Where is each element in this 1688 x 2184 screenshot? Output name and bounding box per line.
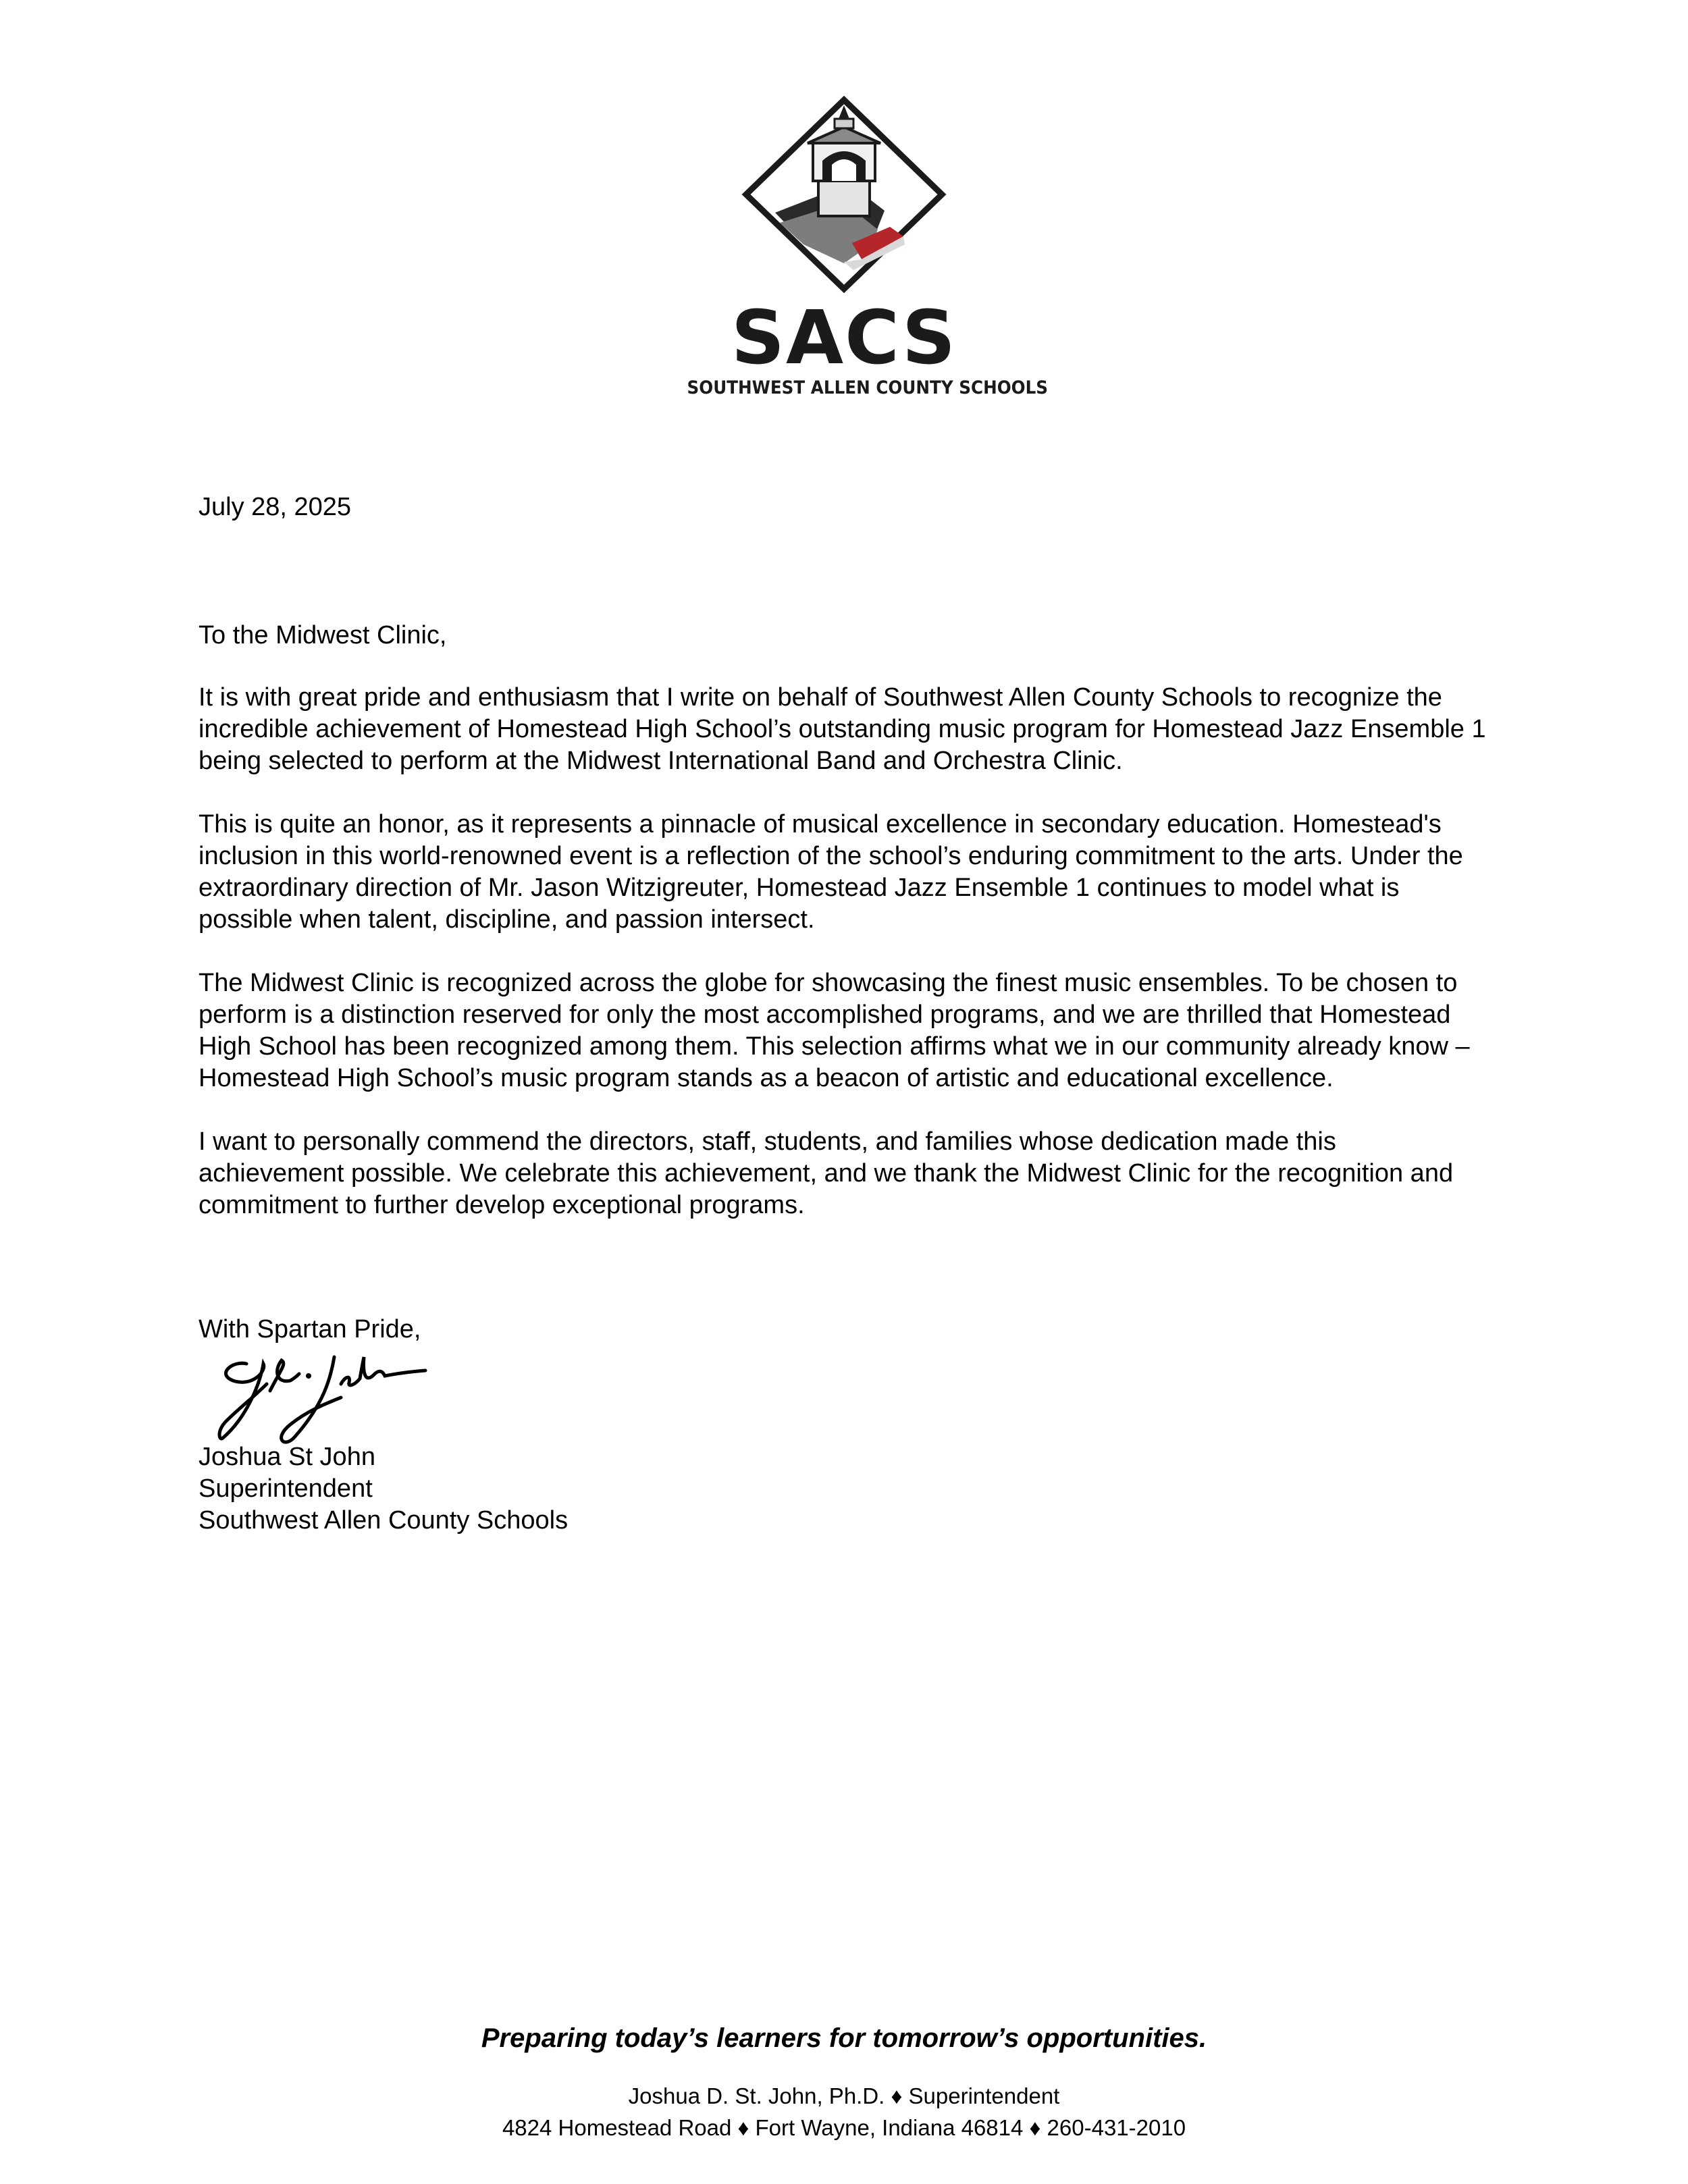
letter-body	[199, 682, 1488, 1253]
bell-tower-diamond-icon	[675, 95, 1013, 297]
handwritten-signature	[206, 1343, 429, 1445]
salutation: To the Midwest Clinic,	[199, 621, 447, 649]
footer-contact-name: Joshua D. St. John, Ph.D. ♦ Superintendent	[628, 2083, 1060, 2108]
signature-block	[199, 1441, 1488, 1537]
signer-organization: Southwest Allen County Schools	[199, 1506, 569, 1535]
closing: With Spartan Pride,	[199, 1315, 421, 1343]
footer-motto: Preparing today’s learners for tomorrow’s opportunities.	[481, 2023, 1207, 2053]
footer-address: 4824 Homestead Road ♦ Fort Wayne, Indiana 46814 ♦ 260-431-2010	[502, 2115, 1186, 2140]
sacs-logo	[675, 95, 1049, 405]
signer-title: Superintendent	[199, 1474, 373, 1503]
org-short-name: SACS	[731, 294, 957, 381]
body-paragraph: I want to personally commend the directors, staff, students, and families whose dedication made this achievement possible. We celebrate this achievement, and we thank the Midwest Clinic for the recognition and commitment to further develop exceptional programs.	[199, 1127, 1454, 1219]
body-paragraph: The Midwest Clinic is recognized across the globe for showcasing the finest music ensembles. To be chosen to perform is a distinction reserved for only the most accomplished programs, and we are thrilled that Homestead High School has been recognized among them. This selection affirms what we in our community already know – Homestead High School’s music program stands as a beacon of artistic and educational excellence.	[199, 969, 1470, 1092]
body-paragraph: This is quite an honor, as it represents a pinnacle of musical excellence in secondary education. Homestead's inclusion in this world-renowned event is a reflection of the school’s enduring commitment to the arts. Under the extraordinary direction of Mr. Jason Witzigreuter, Homestead Jazz Ensemble 1 continues to model what is possible when talent, discipline, and passion intersect.	[199, 810, 1463, 934]
org-full-name: SOUTHWEST ALLEN COUNTY SCHOOLS	[687, 377, 1049, 398]
letter-date: July 28, 2025	[199, 493, 352, 521]
body-paragraph: It is with great pride and enthusiasm that I write on behalf of Southwest Allen County Schools to recognize the incredible achievement of Homestead High School’s outstanding music program for Homestead Jazz Ensemble 1 being selected to perform at the Midwest International Band and Orchestra Clinic.	[199, 683, 1486, 775]
signer-name: Joshua St John	[199, 1443, 375, 1471]
